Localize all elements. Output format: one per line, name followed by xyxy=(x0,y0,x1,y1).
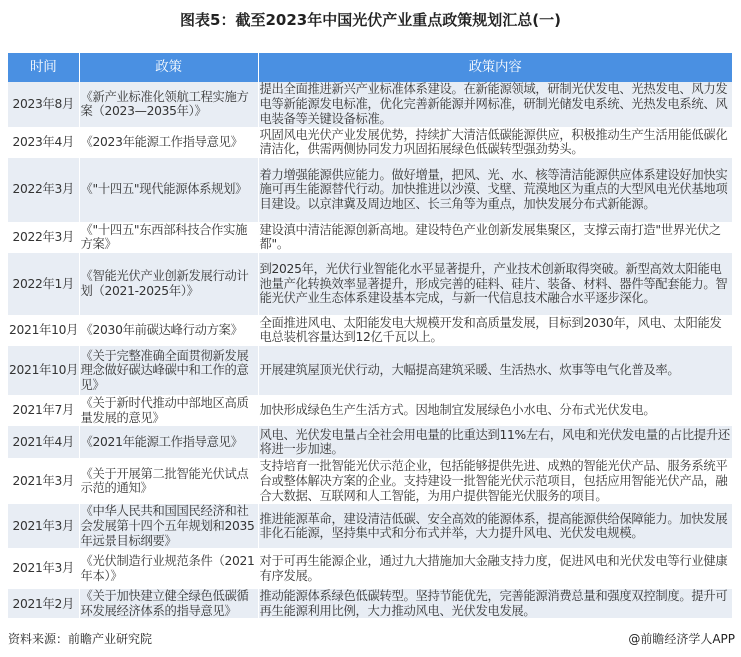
policy-cell: 《关于完整准确全面贯彻新发展理念做好碳达峰碳中和工作的意见》 xyxy=(79,346,258,396)
content-cell: 加快形成绿色生产生活方式。因地制宜发展绿色小水电、分布式光伏发电。 xyxy=(258,396,732,426)
policy-cell: 《关于新时代推动中部地区高质量发展的意见》 xyxy=(79,396,258,426)
content-cell: 推动能源体系绿色低碳转型。坚持节能优先，完善能源消费总量和强度双控制度。提升可再生能源利用比例，大力推动风电、光伏发电发展。 xyxy=(258,589,732,619)
policy-cell: 《"十四五"现代能源体系规划》 xyxy=(79,157,258,222)
table-row xyxy=(8,589,732,619)
date-cell: 2023年4月 xyxy=(8,127,79,157)
table-header-row xyxy=(8,53,732,82)
content-cell: 建设滇中清洁能源创新高地。建设特色产业创新发展集聚区，支撑云南打造"世界光伏之都"。 xyxy=(258,222,732,252)
date-cell: 2021年3月 xyxy=(8,459,79,504)
policy-cell: 《"十四五"东西部科技合作实施方案》 xyxy=(79,222,258,252)
policy-cell: 《关于加快建立健全绿色低碳循环发展经济体系的指导意见》 xyxy=(79,589,258,619)
policy-cell: 《关于开展第二批智能光伏试点示范的通知》 xyxy=(79,459,258,504)
policy-cell: 《新产业标准化领航工程实施方案（2023—2035年）》 xyxy=(79,82,258,127)
table-row xyxy=(8,549,732,589)
date-cell: 2021年4月 xyxy=(8,426,79,459)
policy-table xyxy=(8,53,733,619)
source-note: 资料来源：前瞻产业研究院 xyxy=(8,632,153,646)
content-cell: 到2025年，光伏行业智能化水平显著提升，产业技术创新取得突破。新型高效太阳能电池量产化转换效率显著提升，形成完善的硅料、硅片、装备、材料、器件等配套能力。智能光伏产业生态体系建设基本完成，与新一代信息技术融合水平逐步深化。 xyxy=(258,252,732,315)
policy-cell: 《中华人民共和国国民经济和社会发展第十四个五年规划和2035年远景目标纲要》 xyxy=(79,504,258,549)
date-cell: 2021年2月 xyxy=(8,589,79,619)
policy-cell: 《2023年能源工作指导意见》 xyxy=(79,127,258,157)
content-cell: 对于可再生能源企业，通过九大措施加大金融支持力度，促进风电和光伏发电等行业健康有序发展。 xyxy=(258,549,732,589)
chart-title: 图表5：截至2023年中国光伏产业重点政策规划汇总(一) xyxy=(180,11,561,29)
content-cell: 着力增强能源供应能力。做好增量，把风、光、水、核等清洁能源供应体系建设好加快实施可再生能源替代行动。加快推进以沙漠、戈壁、荒漠地区为重点的大型风电光伏基地项目建设。以京津冀及周边地区、长三角等为重点，加快发展分布式新能源。 xyxy=(258,157,732,222)
table-row xyxy=(8,459,732,504)
content-cell: 全面推进风电、太阳能发电大规模开发和高质量发展，目标到2030年，风电、太阳能发电总装机容量达到12亿千瓦以上。 xyxy=(258,315,732,345)
date-cell: 2022年3月 xyxy=(8,157,79,222)
table-row xyxy=(8,504,732,549)
brand-label: @前瞻经济学人APP xyxy=(628,632,735,646)
header-content: 政策内容 xyxy=(258,53,732,82)
content-cell: 开展建筑屋顶光伏行动，大幅提高建筑采暖、生活热水、炊事等电气化普及率。 xyxy=(258,346,732,396)
policy-cell: 《智能光伏产业创新发展行动计划（2021-2025年）》 xyxy=(79,252,258,315)
content-cell: 巩固风电光伏产业发展优势，持续扩大清洁低碳能源供应，积极推动生产生活用能低碳化清洁化，供需两侧协同发力巩固拓展绿色低碳转型强劲势头。 xyxy=(258,127,732,157)
table-row xyxy=(8,346,732,396)
table-row xyxy=(8,127,732,157)
header-policy: 政策 xyxy=(79,53,258,82)
content-cell: 推进能源革命，建设清洁低碳、安全高效的能源体系，提高能源供给保障能力。加快发展非化石能源，坚持集中式和分布式并举，大力提升风电、光伏发电规模。 xyxy=(258,504,732,549)
date-cell: 2021年7月 xyxy=(8,396,79,426)
table-row xyxy=(8,157,732,222)
date-cell: 2021年3月 xyxy=(8,549,79,589)
date-cell: 2021年10月 xyxy=(8,346,79,396)
table-row xyxy=(8,82,732,127)
date-cell: 2021年10月 xyxy=(8,315,79,345)
content-cell: 风电、光伏发电量占全社会用电量的比重达到11%左右，风电和光伏发电量的占比提升还将进一步加速。 xyxy=(258,426,732,459)
date-cell: 2023年8月 xyxy=(8,82,79,127)
date-cell: 2022年3月 xyxy=(8,222,79,252)
table-row xyxy=(8,315,732,345)
policy-cell: 《光伏制造行业规范条件（2021年本）》 xyxy=(79,549,258,589)
date-cell: 2021年3月 xyxy=(8,504,79,549)
policy-cell: 《2030年前碳达峰行动方案》 xyxy=(79,315,258,345)
table-row xyxy=(8,396,732,426)
table-row xyxy=(8,426,732,459)
table-row xyxy=(8,222,732,252)
table-row xyxy=(8,252,732,315)
date-cell: 2022年1月 xyxy=(8,252,79,315)
header-date: 时间 xyxy=(8,53,79,82)
content-cell: 提出全面推进新兴产业标准体系建设。在新能源领域，研制光伏发电、光热发电、风力发电等新能源发电标准，优化完善新能源并网标准，研制光储发电系统、光热发电系统、风电装备等关键设备标准。 xyxy=(258,82,732,127)
policy-cell: 《2021年能源工作指导意见》 xyxy=(79,426,258,459)
content-cell: 支持培育一批智能光伏示范企业，包括能够提供先进、成熟的智能光伏产品、服务系统平台或整体解决方案的企业。支持建设一批智能光伏示范项目，包括应用智能光伏产品，融合大数据、互联网和人工智能，为用户提供智能光伏服务的项目。 xyxy=(258,459,732,504)
